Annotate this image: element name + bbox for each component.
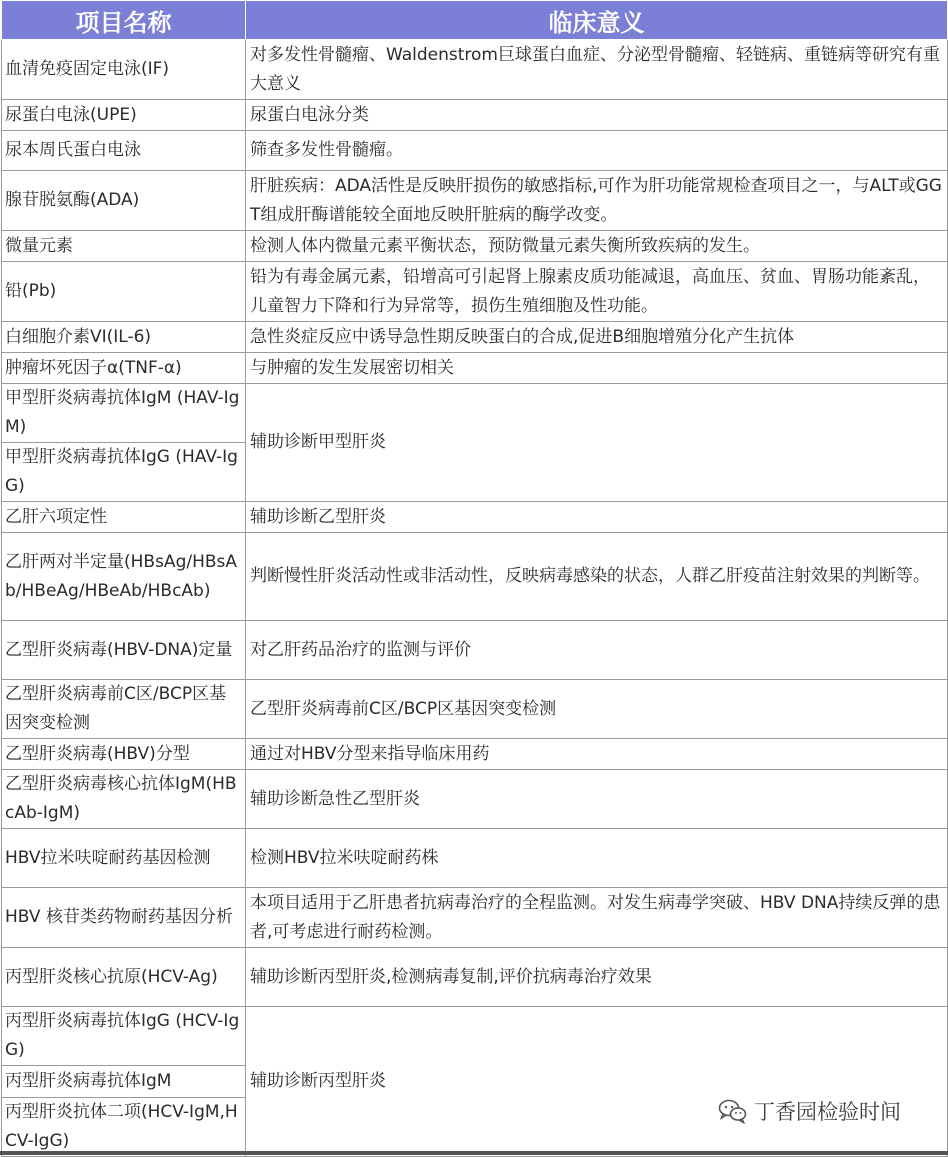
item-meaning: 对乙肝药品治疗的监测与评价 — [246, 621, 948, 680]
item-meaning: 检测HBV拉米呋啶耐药株 — [246, 829, 948, 888]
item-name: 乙型肝炎病毒(HBV-DNA)定量 — [2, 621, 246, 680]
item-name: 腺苷脱氨酶(ADA) — [2, 171, 246, 231]
item-name: 微量元素 — [2, 231, 246, 262]
item-name: 白细胞介素VI(IL-6) — [2, 322, 246, 353]
item-name: 肿瘤坏死因子α(TNF-α) — [2, 353, 246, 384]
item-name: 血清免疫固定电泳(IF) — [2, 40, 246, 100]
item-name: 丙型肝炎核心抗原(HCV-Ag) — [2, 948, 246, 1007]
item-meaning: 本项目适用于乙肝患者抗病毒治疗的全程监测。对发生病毒学突破、HBV DNA持续反弹的患者,可考虑进行耐药检测。 — [246, 888, 948, 948]
table-row — [2, 621, 948, 680]
item-meaning: 乙型肝炎病毒前C区/BCP区基因突变检测 — [246, 680, 948, 739]
item-meaning: 通过对HBV分型来指导临床用药 — [246, 739, 948, 770]
table-row — [2, 231, 948, 262]
item-meaning: 肝脏疾病：ADA活性是反映肝损伤的敏感指标,可作为肝功能常规检查项目之一，与ALT或GGT组成肝酶谱能较全面地反映肝脏病的酶学改变。 — [246, 171, 948, 231]
item-name: 尿蛋白电泳(UPE) — [2, 100, 246, 131]
item-name: 甲型肝炎病毒抗体IgM (HAV-IgM) — [2, 384, 246, 443]
table-row — [2, 131, 948, 171]
item-meaning: 判断慢性肝炎活动性或非活动性，反映病毒感染的状态，人群乙肝疫苗注射效果的判断等。 — [246, 533, 948, 621]
table-row — [2, 100, 948, 131]
table-row — [2, 770, 948, 829]
item-name: 乙型肝炎病毒(HBV)分型 — [2, 739, 246, 770]
table-row — [2, 680, 948, 739]
table-row — [2, 1007, 948, 1066]
clinical-table — [1, 0, 948, 1157]
item-meaning: 急性炎症反应中诱导急性期反映蛋白的合成,促进B细胞增殖分化产生抗体 — [246, 322, 948, 353]
table-row — [2, 888, 948, 948]
table-row — [2, 533, 948, 621]
watermark-text: 丁香园检验时间 — [754, 1100, 901, 1124]
item-meaning: 筛查多发性骨髓瘤。 — [246, 131, 948, 171]
table-row — [2, 171, 948, 231]
item-name: 乙型肝炎病毒前C区/BCP区基因突变检测 — [2, 680, 246, 739]
item-meaning: 与肿瘤的发生发展密切相关 — [246, 353, 948, 384]
wechat-icon — [718, 1098, 748, 1124]
item-meaning: 辅助诊断丙型肝炎 — [246, 1007, 948, 1157]
item-meaning: 铅为有毒金属元素，铅增高可引起肾上腺素皮质功能减退，高血压、贫血、胃肠功能紊乱，儿童智力下降和行为异常等，损伤生殖细胞及性功能。 — [246, 262, 948, 322]
table-row — [2, 739, 948, 770]
item-name: 丙型肝炎病毒抗体IgM — [2, 1066, 246, 1098]
header-item-name: 项目名称 — [2, 1, 246, 40]
header-clinical-meaning: 临床意义 — [246, 1, 948, 40]
item-meaning: 对多发性骨髓瘤、Waldenstrom巨球蛋白血症、分泌型骨髓瘤、轻链病、重链病等研究有重大意义 — [246, 40, 948, 100]
item-meaning: 尿蛋白电泳分类 — [246, 100, 948, 131]
item-meaning: 辅助诊断乙型肝炎 — [246, 502, 948, 533]
table-header-row — [2, 1, 948, 40]
watermark — [718, 1096, 901, 1126]
item-name: 丙型肝炎抗体二项(HCV-IgM,HCV-IgG) — [2, 1098, 246, 1157]
item-name: 尿本周氏蛋白电泳 — [2, 131, 246, 171]
item-meaning: 辅助诊断丙型肝炎,检测病毒复制,评价抗病毒治疗效果 — [246, 948, 948, 1007]
item-meaning: 辅助诊断甲型肝炎 — [246, 384, 948, 502]
item-name: HBV 核苷类药物耐药基因分析 — [2, 888, 246, 948]
table-row — [2, 502, 948, 533]
table-row — [2, 322, 948, 353]
item-name: HBV拉米呋啶耐药基因检测 — [2, 829, 246, 888]
item-name: 乙肝六项定性 — [2, 502, 246, 533]
item-name: 乙肝两对半定量(HBsAg/HBsAb/HBeAg/HBeAb/HBcAb) — [2, 533, 246, 621]
item-meaning: 检测人体内微量元素平衡状态，预防微量元素失衡所致疾病的发生。 — [246, 231, 948, 262]
item-name: 铅(Pb) — [2, 262, 246, 322]
item-name: 丙型肝炎病毒抗体IgG (HCV-IgG) — [2, 1007, 246, 1066]
item-name: 甲型肝炎病毒抗体IgG (HAV-IgG) — [2, 443, 246, 502]
item-meaning: 辅助诊断急性乙型肝炎 — [246, 770, 948, 829]
table-row — [2, 384, 948, 443]
table-row — [2, 948, 948, 1007]
item-name: 乙型肝炎病毒核心抗体IgM(HBcAb-IgM) — [2, 770, 246, 829]
table-row — [2, 829, 948, 888]
table-row — [2, 262, 948, 322]
bottom-border — [0, 1151, 948, 1155]
table-row — [2, 40, 948, 100]
table-row — [2, 353, 948, 384]
